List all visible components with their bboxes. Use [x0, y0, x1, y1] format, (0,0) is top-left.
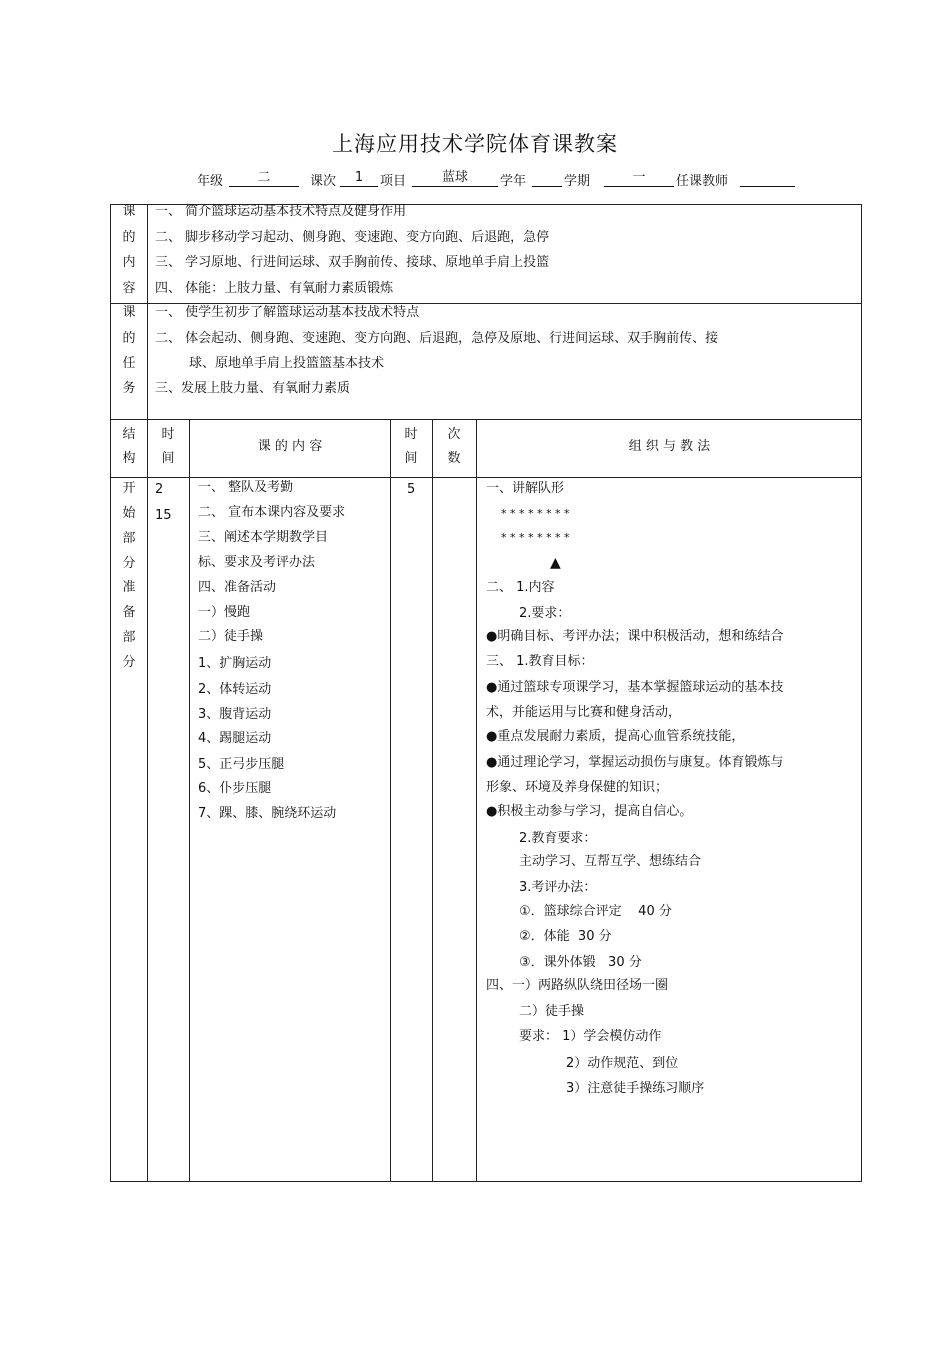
method-line: ②．体能 30 分: [519, 929, 612, 944]
header-structure: 构: [122, 451, 136, 466]
method-line: 二、 1.内容: [486, 580, 555, 595]
year-label: 学年: [500, 174, 527, 189]
task-line: 二、 体会起动、侧身跑、变速跑、变方向跑、后退跑，急停及原地、行进间运球、双手胸前传、接: [155, 331, 719, 346]
grade-label: 年级: [197, 174, 224, 189]
part-content-line: 5、正弓步压腿: [198, 757, 285, 772]
teacher-label: 任课教师: [676, 174, 729, 189]
method-line: ③．课外体锻 30 分: [519, 955, 642, 970]
part-content-line: 四、准备活动: [198, 580, 277, 595]
content-line: 一、 简介篮球运动基本技术特点及健身作用: [155, 204, 407, 219]
part-content-line: 一、 整队及考勤: [198, 480, 294, 495]
part-content-line: 4、踢腿运动: [198, 731, 272, 746]
part-content-line: 一）慢跑: [198, 605, 251, 620]
method-line: 2.教育要求：: [519, 831, 597, 846]
task-label-char: 的: [122, 331, 136, 346]
content-label-char: 内: [122, 255, 136, 270]
part-time-value: 15: [155, 508, 172, 523]
method-line: ●重点发展耐力素质，提高心血管系统技能，: [486, 729, 745, 744]
part-label-char: 部: [122, 630, 136, 645]
part-label-char: 分: [122, 556, 136, 571]
term-label: 学期: [564, 174, 591, 189]
part-content-line: 2、体转运动: [198, 682, 272, 697]
part-minutes: 5: [407, 482, 416, 497]
header-time: 间: [161, 451, 175, 466]
method-line: ●通过篮球专项课学习，基本掌握篮球运动的基本技: [486, 680, 784, 695]
header-minutes: 间: [404, 451, 418, 466]
content-label-char: 容: [122, 281, 136, 296]
task-line: 一、 使学生初步了解篮球运动基本技战术特点: [155, 305, 420, 320]
method-line: 2.要求：: [519, 606, 571, 621]
task-line: 球、原地单手肩上投篮篮基本技术: [189, 356, 385, 371]
part-label-char: 备: [122, 605, 136, 620]
part-content-line: 6、仆步压腿: [198, 781, 272, 796]
part-content-line: 1、扩胸运动: [198, 656, 272, 671]
part-label-char: 开: [122, 481, 136, 496]
method-line: ●明确目标、考评办法；课中积极活动，想和练结合: [486, 629, 784, 644]
method-line: 要求： 1）学会模仿动作: [519, 1029, 662, 1044]
part-content-line: 标、要求及考评办法: [198, 555, 316, 570]
method-line: 二）徒手操: [519, 1004, 585, 1019]
header-minutes: 时: [404, 427, 418, 442]
header-structure: 结: [122, 427, 136, 442]
header-content: 课 的 内 容: [257, 439, 323, 454]
content-line: 三、 学习原地、行进间运球、双手胸前传、接球、原地单手肩上投篮: [155, 255, 550, 270]
task-label-char: 务: [122, 381, 136, 396]
formation-row: * * * * * * * *: [501, 507, 570, 520]
method-line: 一、讲解队形: [486, 481, 565, 496]
method-line: ①．篮球综合评定 40 分: [519, 904, 672, 919]
grade-value: 二: [229, 170, 299, 187]
method-line: 四、一）两路纵队绕田径场一圈: [486, 978, 669, 993]
part-content-line: 3、腹背运动: [198, 707, 272, 722]
method-line: 主动学习、互帮互学、想练结合: [519, 854, 702, 869]
content-line: 二、 脚步移动学习起动、侧身跑、变速跑、变方向跑、后退跑，急停: [155, 230, 550, 245]
header-time: 时: [161, 427, 175, 442]
part-time-value: 2: [155, 482, 164, 497]
method-line: 三、 1.教育目标：: [486, 654, 594, 669]
method-line: 3.考评办法：: [519, 880, 597, 895]
part-label-char: 始: [122, 506, 136, 521]
lesson-value: 1: [340, 170, 378, 187]
part-content-line: 三、阐述本学期教学目: [198, 530, 329, 545]
part-content-line: 二）徒手操: [198, 629, 264, 644]
lesson-label: 课次: [310, 174, 337, 189]
method-line: 3）注意徒手操练习顺序: [566, 1081, 705, 1096]
method-line: 2）动作规范、到位: [566, 1056, 679, 1071]
method-line: ●积极主动参与学习，提高自信心。: [486, 804, 693, 819]
method-line: 术，并能运用与比赛和健身活动，: [486, 705, 682, 720]
part-label-char: 准: [122, 580, 136, 595]
header-method: 组 织 与 教 法: [628, 439, 711, 454]
term-value: 一: [604, 170, 674, 187]
header-count: 数: [447, 451, 461, 466]
task-label-char: 课: [122, 305, 136, 320]
task-line: 三、发展上肢力量、有氧耐力素质: [155, 381, 351, 396]
content-line: 四、 体能：上肢力量、有氧耐力素质锻炼: [155, 281, 394, 296]
formation-row: * * * * * * * *: [501, 531, 570, 544]
method-line: 形象、环境及养身保健的知识；: [486, 780, 669, 795]
content-label-char: 课: [122, 204, 136, 219]
project-value: 蓝球: [412, 170, 498, 187]
method-line: ●通过理论学习，掌握运动损伤与康复。体育锻炼与: [486, 755, 784, 770]
part-content-line: 7、踝、膝、腕绕环运动: [198, 806, 337, 821]
part-label-char: 部: [122, 531, 136, 546]
part-content-line: 二、 宣布本课内容及要求: [198, 505, 346, 520]
page-title: 上海应用技术学院体育课教案: [332, 132, 618, 156]
part-label-char: 分: [122, 655, 136, 670]
task-label-char: 任: [122, 356, 136, 371]
header-count: 次: [447, 427, 461, 442]
project-label: 项目: [380, 174, 407, 189]
content-label-char: 的: [122, 230, 136, 245]
teacher-position-marker: ▲: [550, 555, 561, 571]
